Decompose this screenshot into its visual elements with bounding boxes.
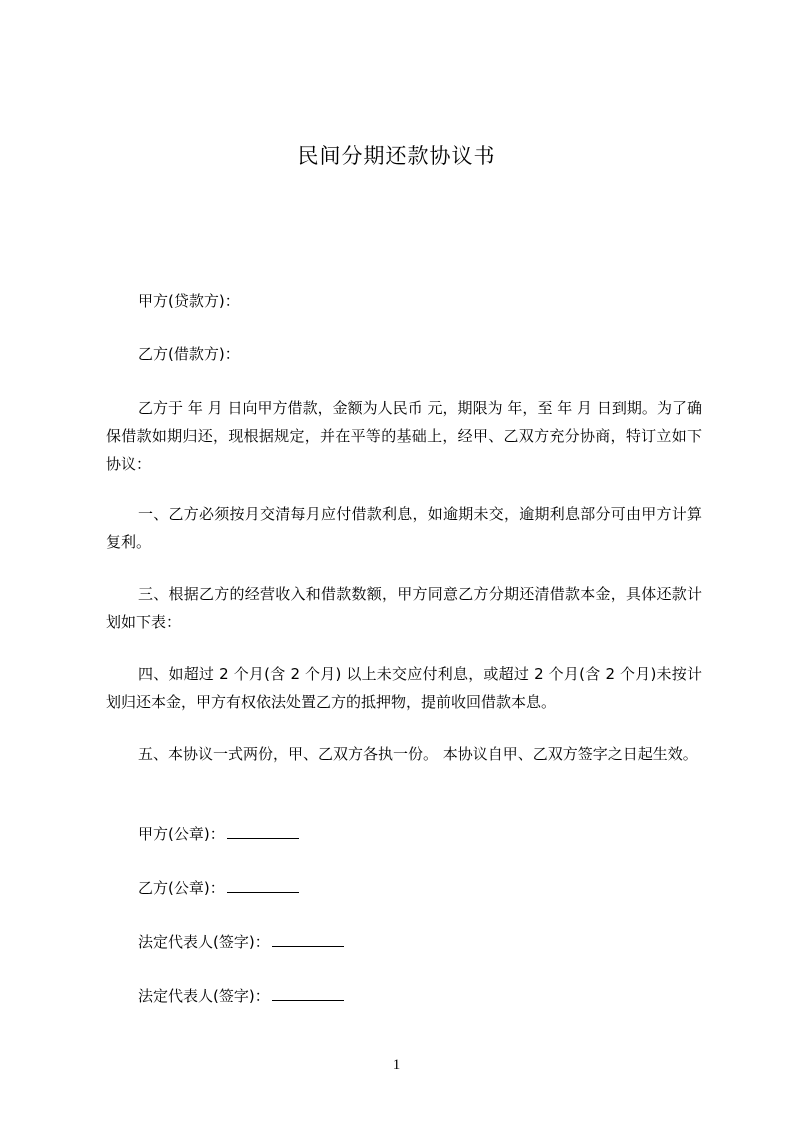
clause-one: 一、乙方必须按月交清每月应付借款利息，如逾期未交，逾期利息部分可由甲方计算复利。 (106, 505, 702, 551)
legal-rep-1-label: 法定代表人(签字)： (138, 933, 270, 951)
party-a-seal-label: 甲方(公章)： (138, 825, 225, 843)
legal-rep-1-blank (272, 932, 344, 947)
party-b-label: 乙方(借款方)： (138, 345, 240, 363)
legal-rep-2-label: 法定代表人(签字)： (138, 987, 270, 1005)
legal-rep-1-line (138, 932, 344, 952)
legal-rep-2-line (138, 986, 344, 1006)
document-title: 民间分期还款协议书 (297, 144, 496, 168)
party-a-seal-line (138, 824, 299, 844)
party-b-seal-label: 乙方(公章)： (138, 879, 225, 897)
party-a-seal-blank (227, 824, 299, 839)
clause-three: 三、根据乙方的经营收入和借款数额，甲方同意乙方分期还清借款本金，具体还款计划如下表： (106, 585, 702, 631)
party-b-seal-blank (227, 878, 299, 893)
clause-four: 四、如超过 2 个月(含 2 个月) 以上未交应付利息，或超过 2 个月(含 2 个月)未按计划归还本金，甲方有权依法处置乙方的抵押物，提前收回借款本息。 (106, 665, 702, 711)
party-a-label: 甲方(贷款方)： (138, 292, 240, 310)
intro-paragraph: 乙方于 年 月 日向甲方借款，金额为人民币 元，期限为 年，至 年 月 日到期。为了确保借款如期归还，现根据规定，并在平等的基础上，经甲、乙双方充分协商，特订立如下协议： (106, 399, 702, 473)
clause-five: 五、本协议一式两份，甲、乙双方各执一份。 本协议自甲、乙双方签字之日起生效。 (138, 745, 698, 763)
party-b-seal-line (138, 878, 299, 898)
page-number: 1 (392, 1057, 401, 1073)
legal-rep-2-blank (272, 986, 344, 1001)
